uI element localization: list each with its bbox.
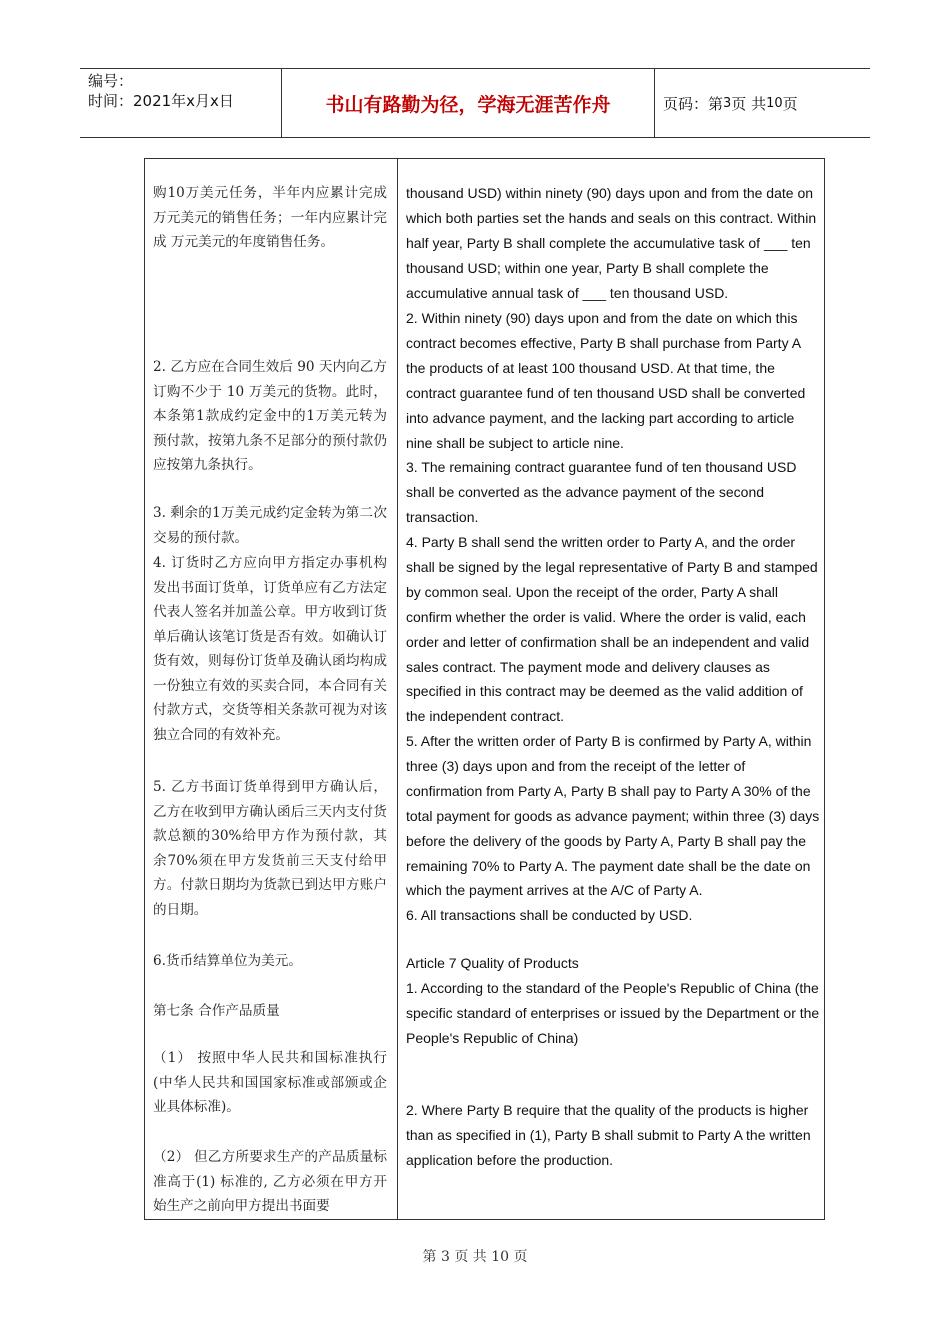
footer-suffix: 页 <box>513 1249 528 1265</box>
cn-paragraph-9: （2） 但乙方所要求生产的产品质量标准高于(1) 标准的, 乙方必须在甲方开始生产之前向甲方提出书面要 <box>153 1149 387 1214</box>
header-meta-cell <box>80 69 282 137</box>
footer-prefix: 第 <box>422 1249 437 1265</box>
page-suffix: 页 <box>782 94 798 113</box>
footer-mid: 页 共 <box>454 1249 487 1265</box>
page-prefix: 页码：第 <box>663 94 724 113</box>
cn-paragraph-4: 4. 订货时乙方应向甲方指定办事机构发出书面订货单，订货单应有乙方法定代表人签名并加盖公章。甲方收到订货单后确认该笔订货是否有效。如确认订货有效，则每份订货单及确认函均构成一份独立有效的买卖合同，本合同有关付款方式，交货等相关条款可视为对该独立合同的有效补充。 <box>153 555 387 743</box>
en-text-7: Article 7 Quality of Products <box>406 955 579 971</box>
en-paragraph-4 <box>406 530 821 729</box>
page-header <box>80 68 870 138</box>
page-total: 10 <box>766 95 783 111</box>
en-paragraph-1 <box>406 181 821 306</box>
en-text-3: 3. The remaining contract guarantee fund of ten thousand USD shall be converted as the advance payment of the second transaction. <box>406 459 797 525</box>
cn-paragraph-5: 5. 乙方书面订货单得到甲方确认后，乙方在收到甲方确认函后三天内支付货款总额的30%给甲方作为预付款，其余70%须在甲方发货前三天支付给甲方。付款日期均为货款已到达甲方账户的日期。 <box>153 779 387 918</box>
header-motto-cell <box>282 69 655 137</box>
en-paragraph-2 <box>406 306 821 455</box>
en-text-6: 6. All transactions shall be conducted by USD. <box>406 907 693 923</box>
header-page-cell <box>655 69 870 137</box>
cn-paragraph-8: （1） 按照中华人民共和国标准执行(中华人民共和国国家标准或部颁或企业具体标准)。 <box>153 1050 387 1115</box>
page-number: 3 <box>723 95 732 111</box>
document-date: 时间：2021年x月x日 <box>88 92 234 110</box>
cn-paragraph-3: 3. 剩余的1万美元成约定金转为第二次交易的预付款。 <box>153 505 387 546</box>
footer-page-number: 3 <box>440 1249 450 1265</box>
en-paragraph-5 <box>406 729 821 903</box>
footer-page-total: 10 <box>491 1249 510 1265</box>
column-divider <box>397 159 398 1219</box>
page-mid: 页 共 <box>731 94 767 113</box>
en-text-1: thousand USD) within ninety (90) days upon and from the date on which both parties set the hands and seals on this contract. Within half year, Party B shall complete the accumulative task of ___ ten thousand USD; within one year, Party B shall complete the accumulative annual task of ___ ten thousand USD. <box>406 185 817 301</box>
en-article-7-heading <box>406 951 821 976</box>
en-paragraph-3 <box>406 455 821 530</box>
document-number-label: 编号： <box>88 72 134 90</box>
en-paragraph-9 <box>406 1098 821 1173</box>
cn-article-7-heading: 第七条 合作产品质量 <box>153 1003 280 1019</box>
en-paragraph-8 <box>406 976 821 1051</box>
cn-paragraph-1: 购10万美元任务，半年内应累计完成 万元美元的销售任务；一年内应累计完成 万元美元的年度销售任务。 <box>153 185 387 250</box>
en-text-2: 2. Within ninety (90) days upon and from the date on which this contract becomes effective, Party B shall purchase from Party A the products of at least 100 thousand USD. At that time, the contract guarantee fund of ten thousand USD shall be converted into advance payment, and the lacking part according to article nine shall be subject to article nine. <box>406 310 806 451</box>
cn-paragraph-2: 2. 乙方应在合同生效后 90 天内向乙方订购不少于 10 万美元的货物。此时，本条第1款成约定金中的1万美元转为预付款，按第九条不足部分的预付款仍应按第九条执行。 <box>153 359 387 473</box>
en-paragraph-6 <box>406 903 821 928</box>
cn-paragraph-6: 6.货币结算单位为美元。 <box>153 953 302 969</box>
en-text-5: 5. After the written order of Party B is confirmed by Party A, within three (3) days upon and from the receipt of the letter of confirmation from Party A, Party B shall pay to Party A 30% of the total payment for goods as advance payment; within three (3) days before the delivery of the goods by Party A, Party B shall pay the remaining 70% to Party A. The payment date shall be the date on which the payment arrives at the A/C of Party A. <box>406 733 820 899</box>
motto: 书山有路勤为径，学海无涯苦作舟 <box>325 93 611 116</box>
en-text-9: 2. Where Party B require that the quality of the products is higher than as specified in (1), Party B shall submit to Party A the written application before the production. <box>406 1102 811 1168</box>
bilingual-contract-table <box>144 158 825 1220</box>
page-footer <box>0 1246 950 1266</box>
en-text-8: 1. According to the standard of the People's Republic of China (the specific standard of enterprises or issued by the Department or the People's Republic of China) <box>406 980 820 1046</box>
en-text-4: 4. Party B shall send the written order to Party A, and the order shall be signed by the legal representative of Party B and stamped by common seal. Upon the receipt of the order, Party A shall confirm whether the order is valid. Where the order is valid, each order and letter of confirmation shall be an independent and valid sales contract. The payment mode and delivery clauses as specified in this contract may be deemed as the valid addition of the independent contract. <box>406 534 818 725</box>
